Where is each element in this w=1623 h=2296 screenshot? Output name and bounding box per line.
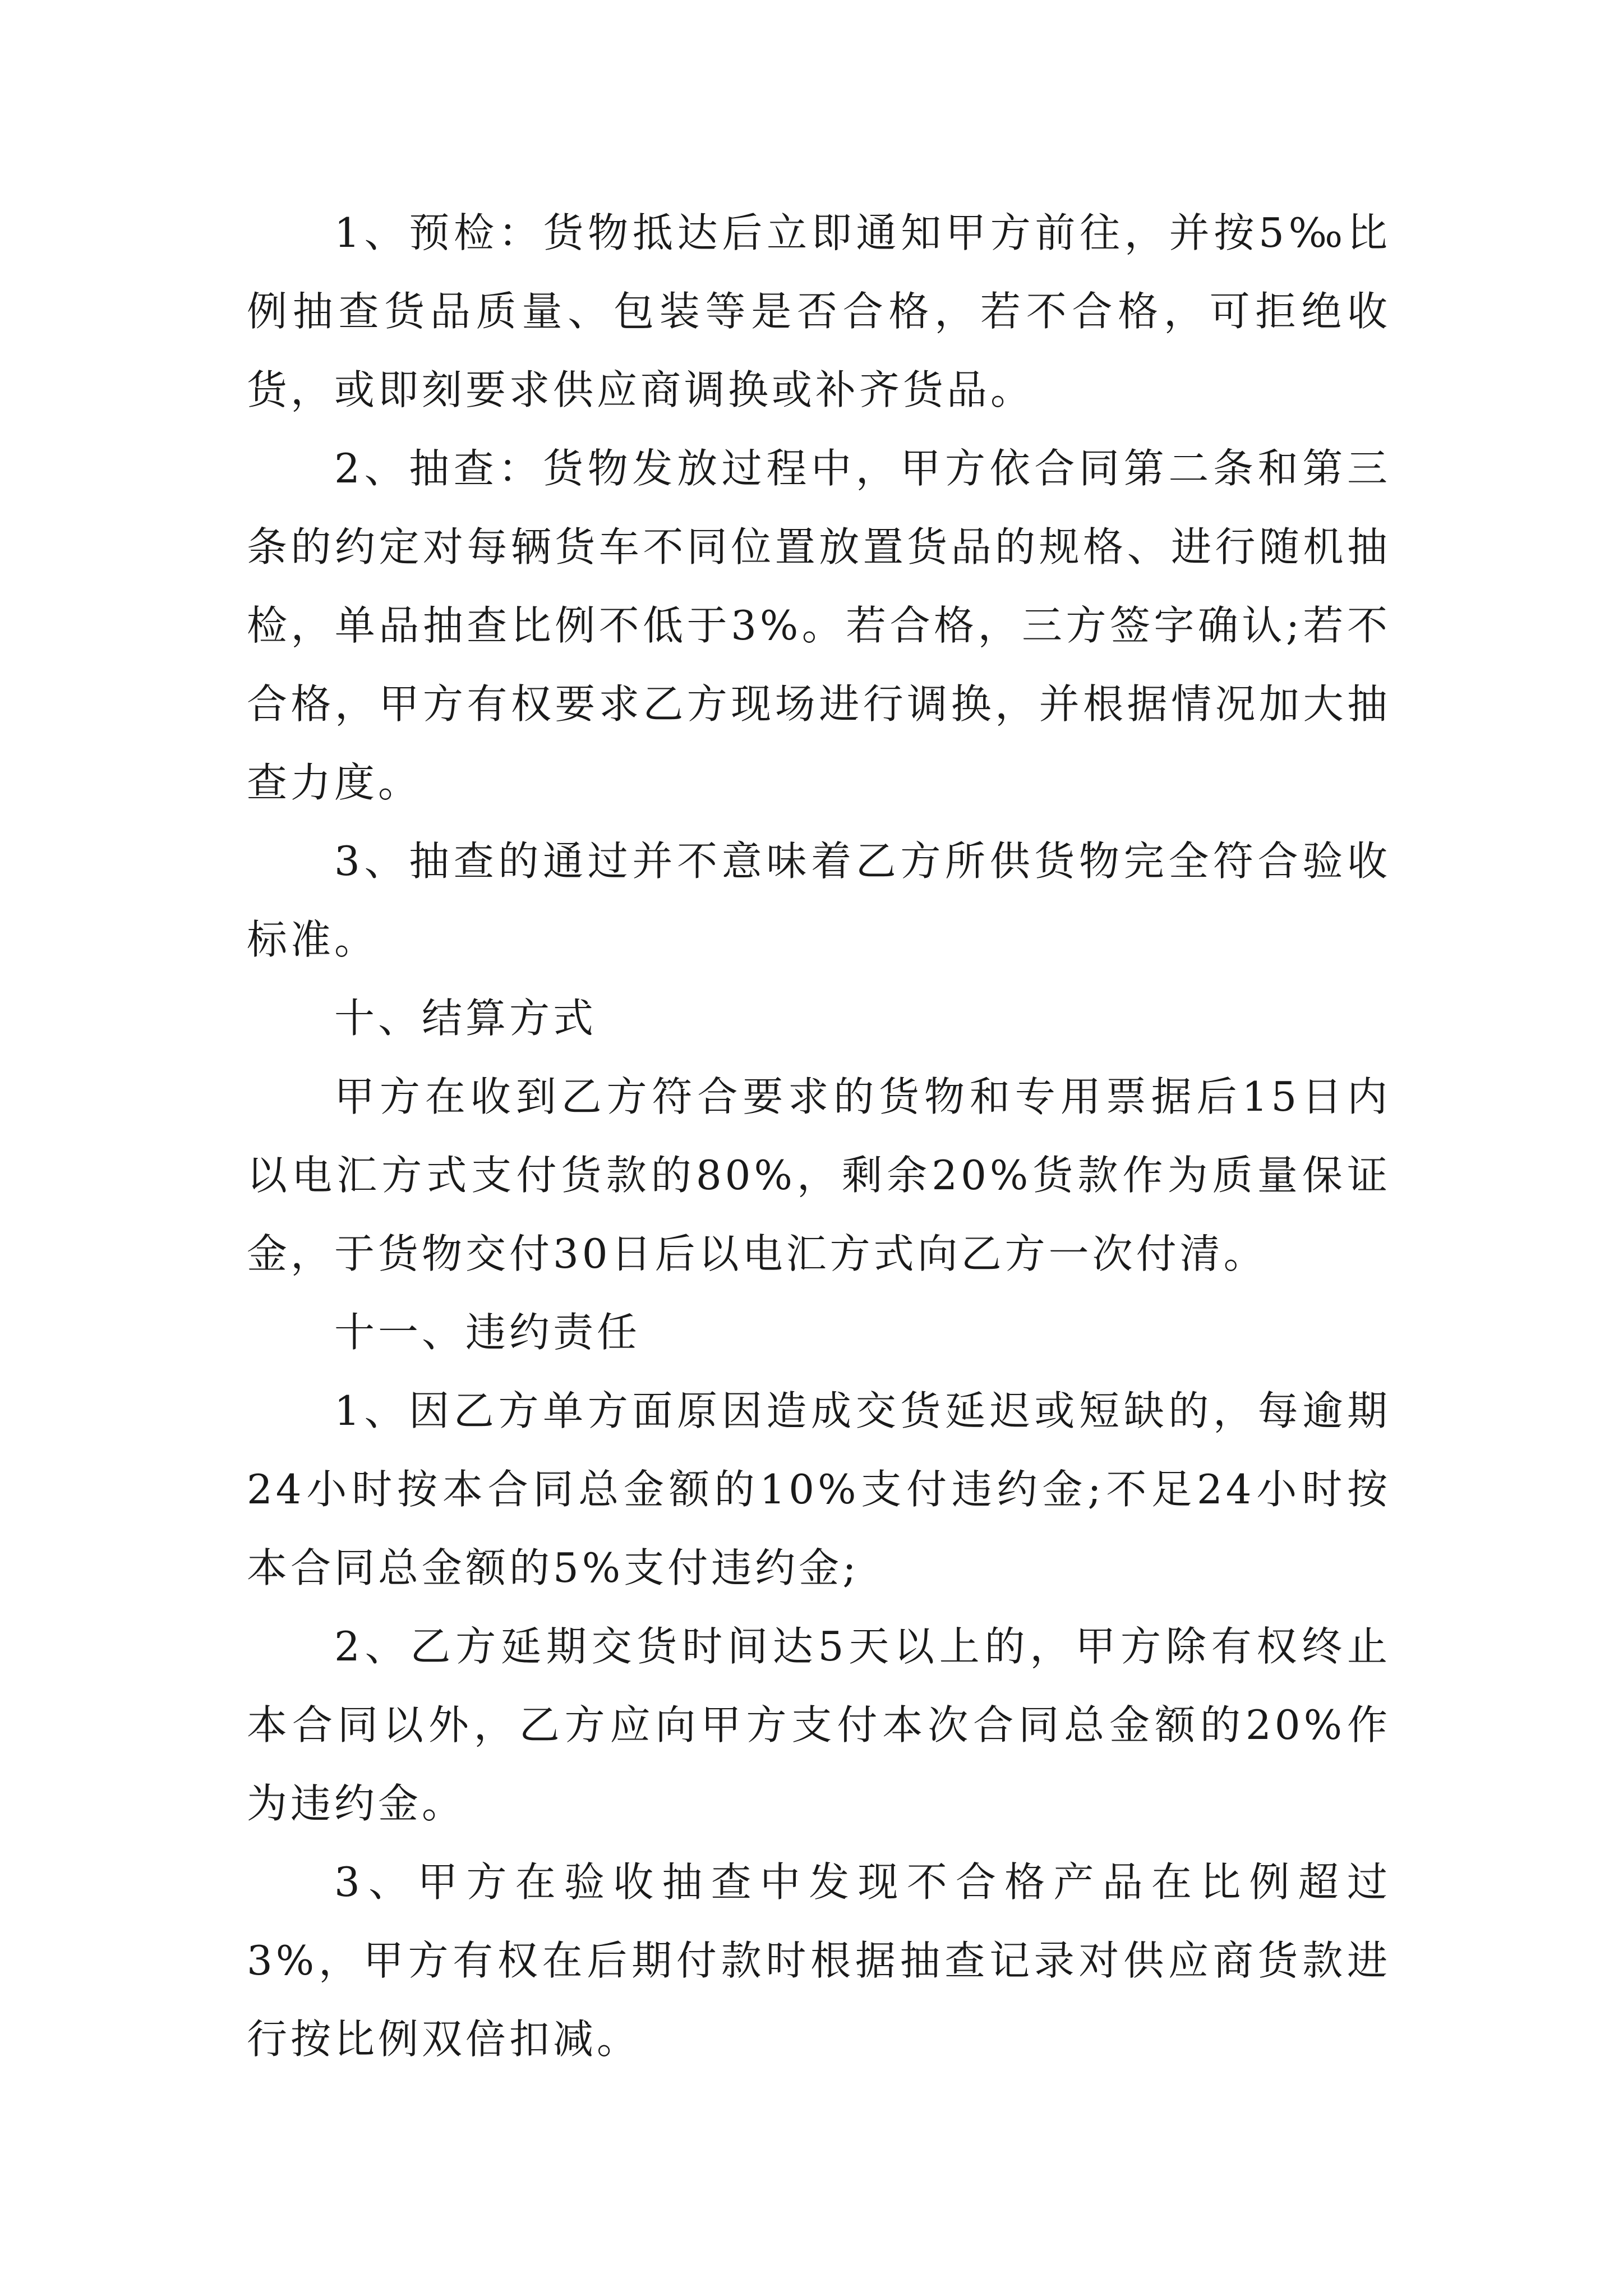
section-heading-settlement: 十、结算方式 — [334, 995, 597, 1042]
section-heading-liability: 十一、违约责任 — [334, 1309, 641, 1356]
paragraph-liability-delay: 1、因乙方单方面原因造成交货延迟或短缺的，每逾期24小时按本合同总金额的10%支付违约金;不足24小时按本合同总金额的5%支付违约金; — [247, 1387, 1391, 1591]
paragraph-settlement: 甲方在收到乙方符合要求的货物和专用票据后15日内以电汇方式支付货款的80%，剩余20%货款作为质量保证金，于货物交付30日后以电汇方式向乙方一次付清。 — [247, 1073, 1391, 1277]
paragraph-check-not-final: 3、抽查的通过并不意味着乙方所供货物完全符合验收标准。 — [247, 838, 1391, 963]
paragraph-precheck: 1、预检：货物抵达后立即通知甲方前往，并按5‰比例抽查货品质量、包装等是否合格，若不合格，可拒绝收货，或即刻要求供应商调换或补齐货品。 — [247, 209, 1391, 413]
paragraph-liability-defect: 3、甲方在验收抽查中发现不合格产品在比例超过3%，甲方有权在后期付款时根据抽查记录对供应商货款进行按比例双倍扣减。 — [247, 1858, 1391, 2063]
paragraph-liability-overdue: 2、乙方延期交货时间达5天以上的，甲方除有权终止本合同以外，乙方应向甲方支付本次合同总金额的20%作为违约金。 — [247, 1623, 1391, 1827]
paragraph-spot-check: 2、抽查：货物发放过程中，甲方依合同第二条和第三条的约定对每辆货车不同位置放置货品的规格、进行随机抽检，单品抽查比例不低于3%。若合格，三方签字确认;若不合格，甲方有权要求乙方现场进行调换，并根据情况加大抽查力度。 — [247, 445, 1391, 806]
document-body — [247, 194, 1391, 2078]
